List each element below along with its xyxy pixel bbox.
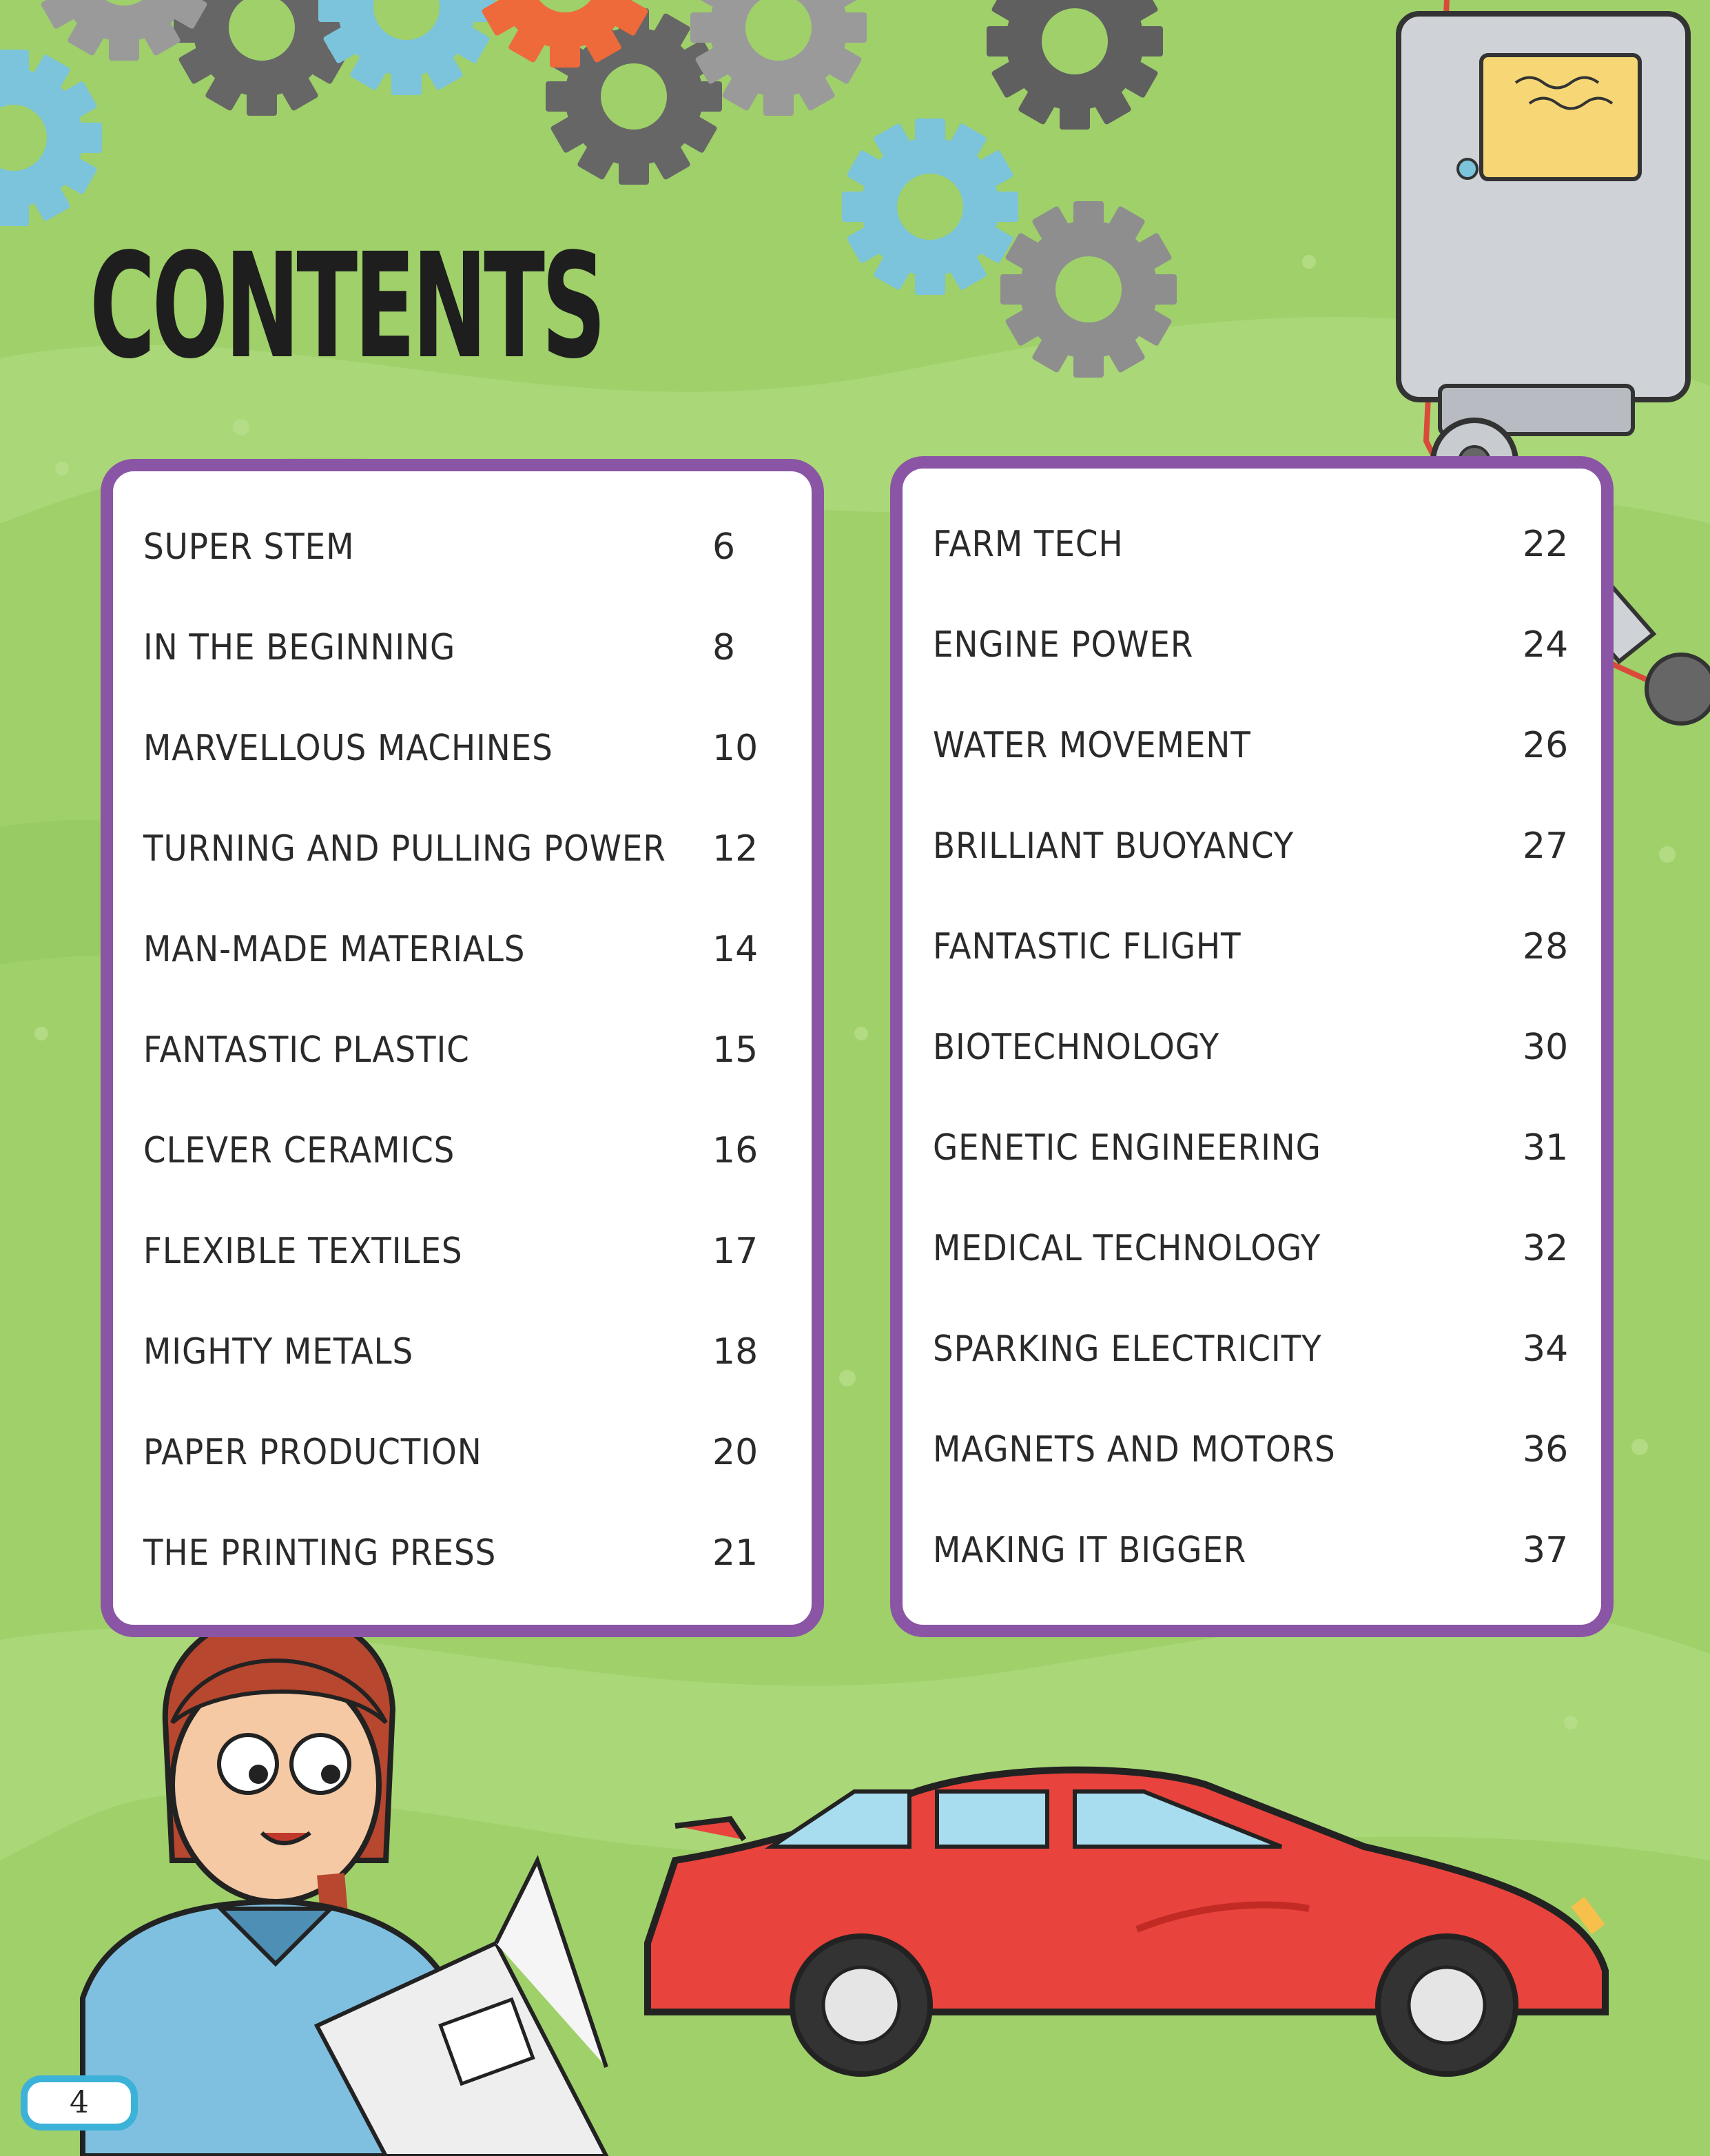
toc-entry-label: FLEXIBLE TEXTILES [143,1231,463,1272]
toc-entry-page-number: 21 [712,1532,759,1574]
toc-entry-page-number: 8 [712,627,736,668]
toc-entry-label: CLEVER CERAMICS [143,1130,455,1171]
toc-entry-page-number: 12 [712,828,759,870]
toc-entry-label: MAGNETS AND MOTORS [933,1429,1336,1470]
toc-entry-page-number: 15 [712,1029,759,1071]
toc-entry-label: PAPER PRODUCTION [143,1432,482,1473]
toc-entry-page-number: 31 [1523,1127,1569,1169]
toc-entry-label: MIGHTY METALS [143,1331,414,1373]
toc-entry-page-number: 18 [712,1331,759,1373]
toc-entry-label: THE PRINTING PRESS [143,1532,497,1574]
toc-entry-page-number: 6 [712,526,736,568]
toc-entry-label: SPARKING ELECTRICITY [933,1328,1322,1370]
contents-panel-left [101,459,824,1637]
toc-entry-label: SUPER STEM [143,526,355,568]
toc-entry-label: MEDICAL TECHNOLOGY [933,1228,1321,1269]
toc-entry-label: FARM TECH [933,524,1124,565]
toc-entry-page-number: 24 [1523,624,1569,666]
toc-entry-page-number: 37 [1523,1530,1569,1571]
toc-entry-page-number: 36 [1523,1429,1569,1470]
toc-entry-page-number: 14 [712,929,759,970]
toc-entry-label: BIOTECHNOLOGY [933,1027,1220,1068]
toc-entry-page-number: 17 [712,1231,759,1272]
page-title: CONTENTS [90,222,603,391]
toc-entry-label: FANTASTIC PLASTIC [143,1029,470,1071]
toc-entry-label: BRILLIANT BUOYANCY [933,825,1295,867]
toc-entry-page-number: 10 [712,728,759,769]
toc-entry-page-number: 16 [712,1130,759,1171]
toc-entry-label: IN THE BEGINNING [143,627,456,668]
toc-entry-label: ENGINE POWER [933,624,1194,666]
toc-entry-page-number: 32 [1523,1228,1569,1269]
toc-entry-label: MAN-MADE MATERIALS [143,929,526,970]
toc-entry-page-number: 20 [712,1432,759,1473]
contents-panel-right [890,456,1614,1637]
toc-entry-page-number: 26 [1523,725,1569,766]
toc-entry-label: TURNING AND PULLING POWER [143,828,666,870]
toc-entry-page-number: 34 [1523,1328,1569,1370]
toc-entry-page-number: 28 [1523,926,1569,967]
toc-entry-label: MAKING IT BIGGER [933,1530,1247,1571]
toc-entry-label: GENETIC ENGINEERING [933,1127,1321,1169]
toc-entry-page-number: 27 [1523,825,1569,867]
page-number-badge: 4 [21,2075,138,2131]
toc-entry-label: WATER MOVEMENT [933,725,1251,766]
toc-entry-label: FANTASTIC FLIGHT [933,926,1242,967]
toc-entry-page-number: 22 [1523,524,1569,565]
toc-entry-page-number: 30 [1523,1027,1569,1068]
toc-entry-label: MARVELLOUS MACHINES [143,728,553,769]
